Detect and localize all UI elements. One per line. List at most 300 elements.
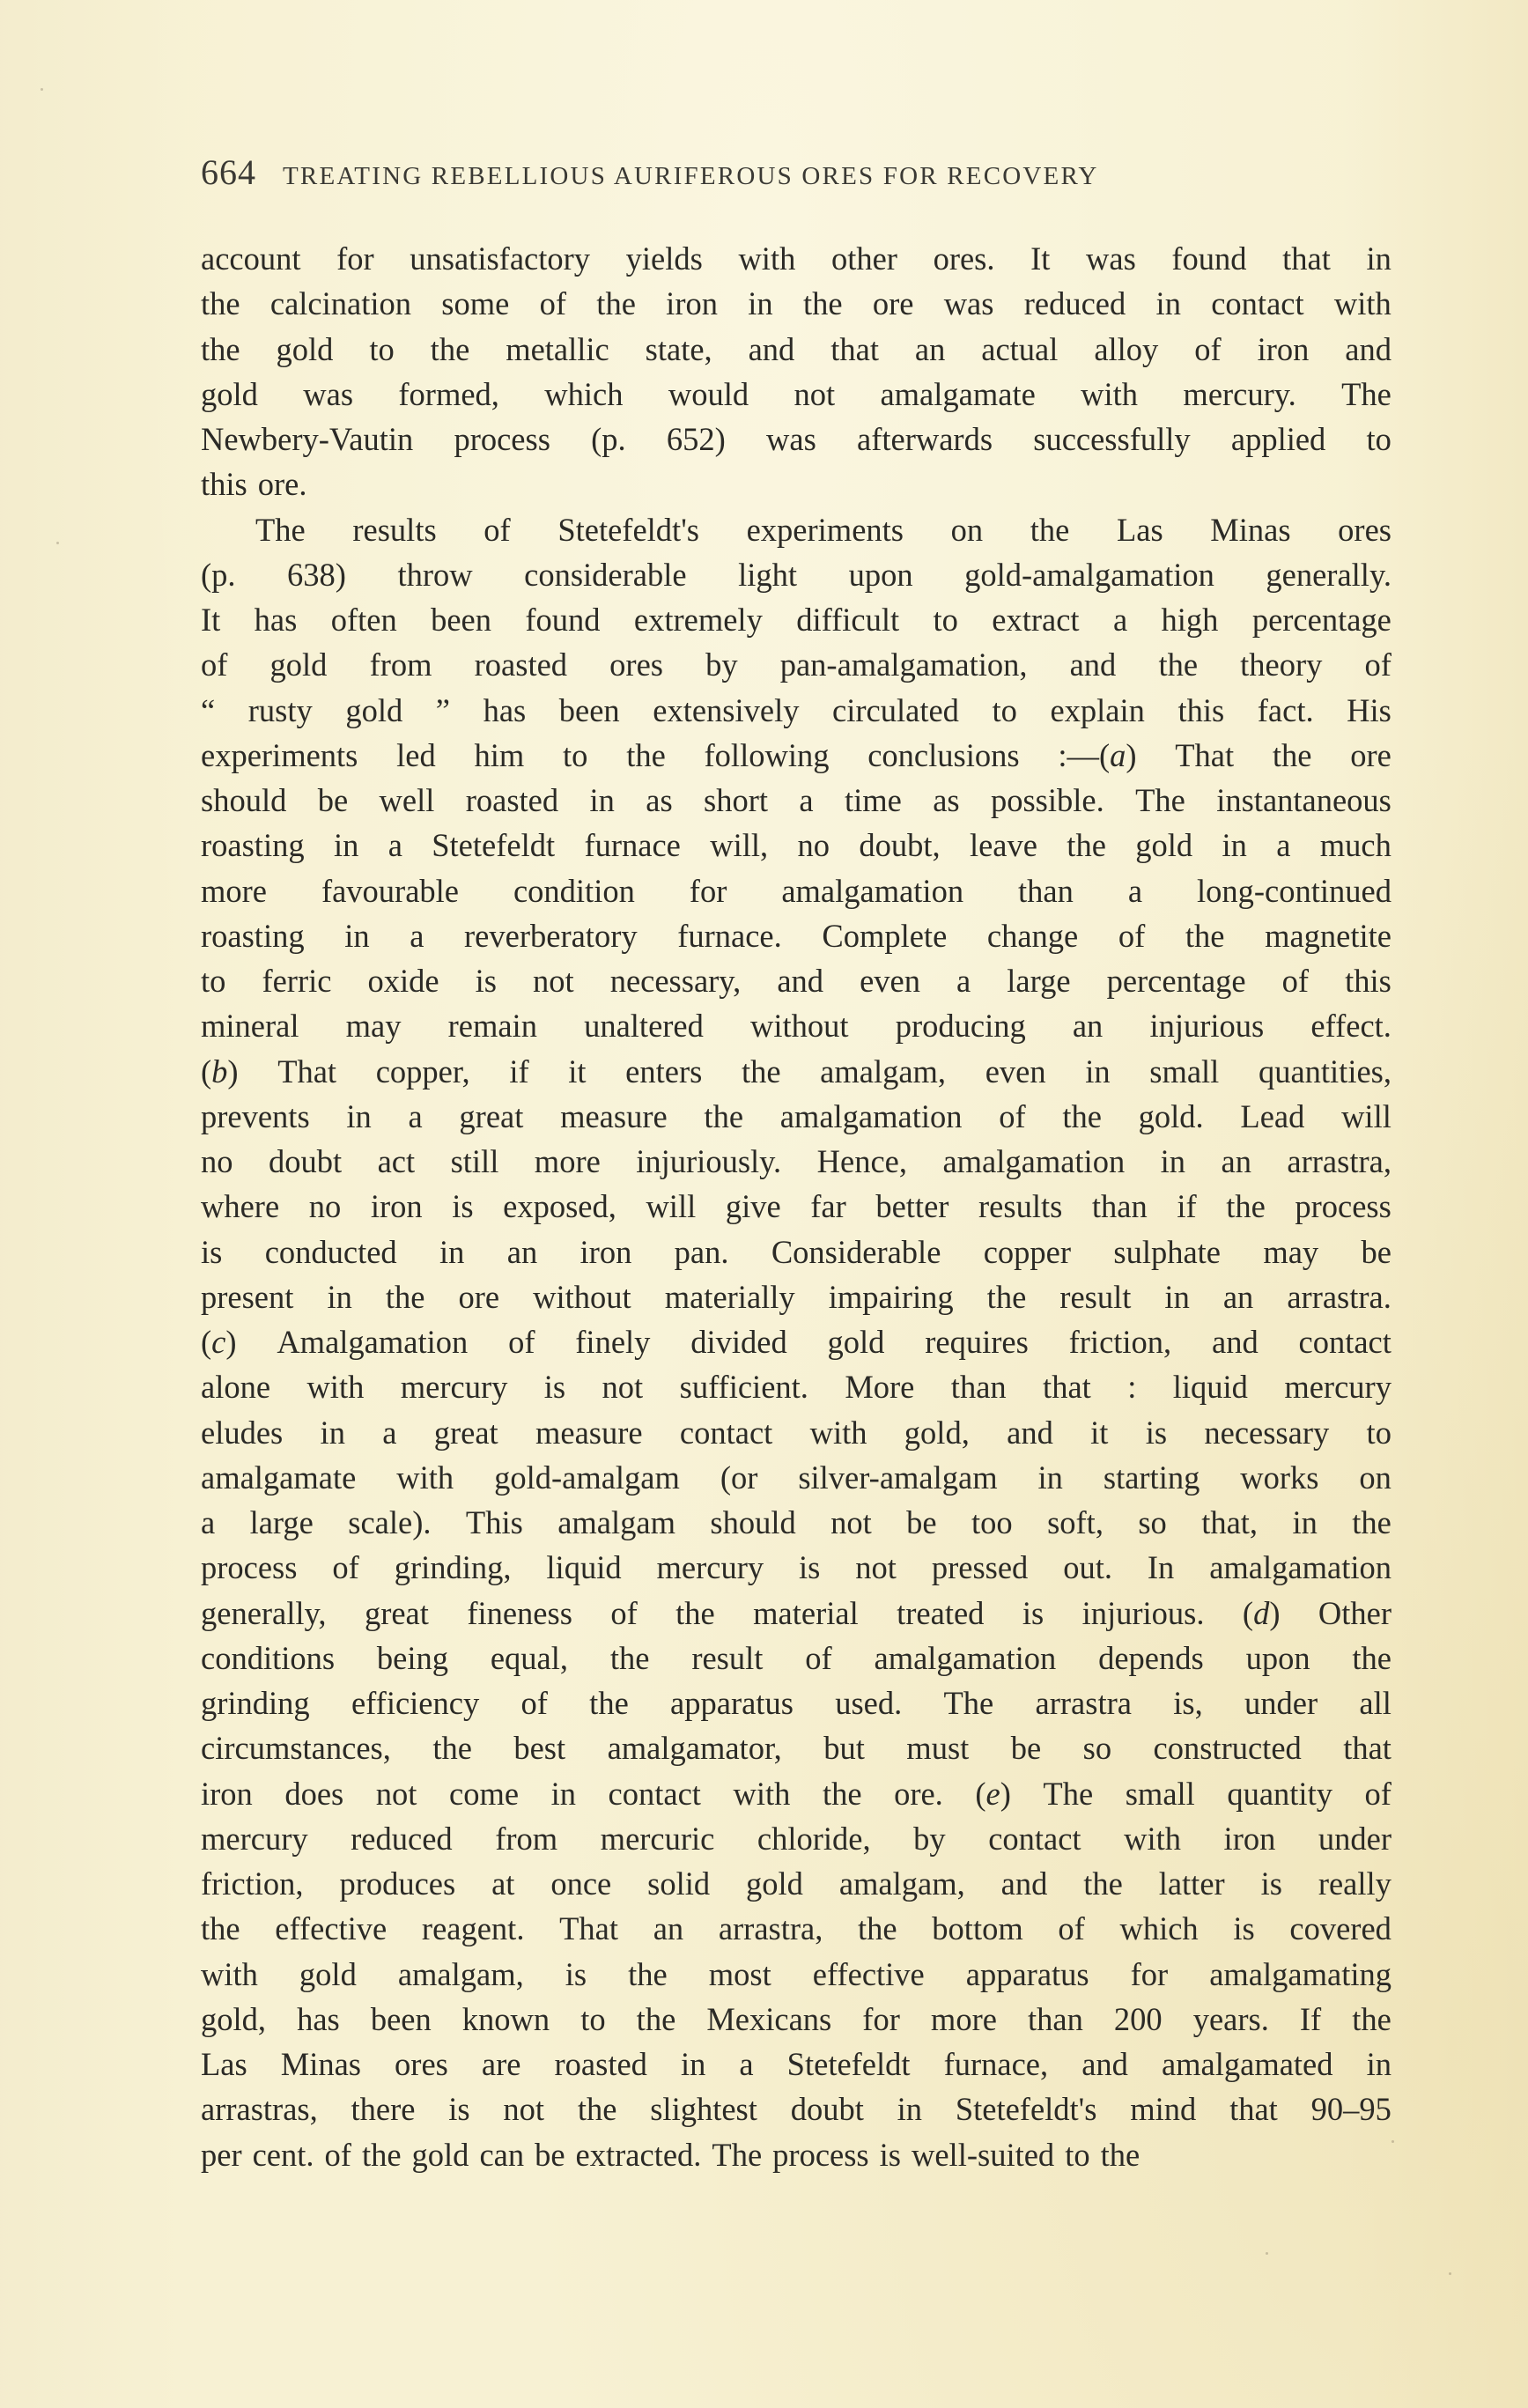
word: time xyxy=(844,782,902,818)
word: iron xyxy=(370,1188,423,1225)
word: state, xyxy=(645,330,712,367)
word: is xyxy=(565,1955,587,1992)
word: the xyxy=(1185,917,1225,954)
word: can xyxy=(479,2136,525,2173)
word: in xyxy=(320,1414,345,1451)
text-line xyxy=(201,236,1391,281)
word: once xyxy=(550,1865,612,1902)
word: for xyxy=(336,240,374,277)
word: liquid xyxy=(546,1549,622,1586)
word: without xyxy=(533,1278,631,1315)
word: mercury xyxy=(1284,1369,1391,1406)
running-head-title: TREATING REBELLIOUS AURIFEROUS ORES FOR RECOVERY xyxy=(283,162,1099,190)
word: furnace xyxy=(584,827,681,864)
word: oxide xyxy=(367,963,439,999)
word: In xyxy=(1147,1549,1175,1586)
word: friction, xyxy=(1068,1324,1172,1360)
word: The xyxy=(255,511,306,548)
paragraph-1 xyxy=(201,236,1391,507)
word: depends xyxy=(1098,1639,1204,1676)
word: all xyxy=(1359,1685,1391,1721)
word: mercury xyxy=(201,1820,308,1857)
word: ore xyxy=(872,285,914,322)
word: generally. xyxy=(1266,556,1391,593)
word: contact xyxy=(608,1775,701,1812)
word: iron xyxy=(201,1775,253,1812)
word: prevents xyxy=(201,1097,310,1134)
word: which xyxy=(544,375,624,412)
paper-speck xyxy=(1391,2140,1394,2143)
word: as xyxy=(933,782,960,818)
body-text xyxy=(201,236,1391,2177)
word: injurious. xyxy=(1081,1594,1205,1631)
text-line xyxy=(201,733,1391,778)
word: mineral xyxy=(201,1008,299,1045)
word: gold xyxy=(827,1324,885,1360)
word: but xyxy=(823,1730,865,1767)
word: an xyxy=(1072,1008,1104,1045)
word: apparatus xyxy=(965,1955,1089,1992)
word: is xyxy=(879,2136,901,2173)
word: mercuric xyxy=(600,1820,715,1857)
word: injuriously. xyxy=(636,1143,782,1179)
word: condition xyxy=(513,872,635,909)
word: : xyxy=(1127,1369,1137,1406)
word: small xyxy=(1149,1053,1220,1090)
word: gold. xyxy=(1138,1097,1204,1134)
word: ” xyxy=(435,691,450,728)
word: most xyxy=(708,1955,771,1992)
paper-speck xyxy=(1449,2272,1451,2275)
word: contact xyxy=(1211,285,1304,322)
word: of xyxy=(1194,330,1222,367)
word: great xyxy=(459,1097,524,1134)
word: gold xyxy=(411,2136,469,2173)
word: Stetefeldt's xyxy=(557,511,699,548)
word: sulphate xyxy=(1113,1233,1222,1270)
word: has xyxy=(483,691,527,728)
word: is xyxy=(1022,1594,1045,1631)
word: roasted xyxy=(554,2046,647,2082)
word: amalgamated xyxy=(1161,2046,1333,2082)
word: much xyxy=(1319,827,1391,864)
word: ferric xyxy=(262,963,332,999)
word: upon xyxy=(848,556,913,593)
word: him xyxy=(474,736,525,773)
word: would xyxy=(668,375,749,412)
word: by xyxy=(913,1820,946,1857)
word: Stetefeldt's xyxy=(955,2091,1097,2128)
word: alloy xyxy=(1094,330,1159,367)
word: to xyxy=(563,736,588,773)
word: of xyxy=(1364,1775,1391,1812)
word: in xyxy=(1292,1504,1318,1540)
word: instantaneous xyxy=(1216,782,1391,818)
text-line xyxy=(201,462,1391,506)
word: is, xyxy=(1173,1685,1203,1721)
word: alone xyxy=(201,1369,271,1406)
word: the xyxy=(858,1910,897,1947)
word: starting xyxy=(1103,1459,1200,1496)
word: extensively xyxy=(653,691,800,728)
word: amalgamate xyxy=(880,375,1036,412)
paper-speck xyxy=(56,542,59,544)
word: from xyxy=(369,646,432,683)
word: percentage xyxy=(1251,602,1391,638)
word: well-suited xyxy=(912,2136,1055,2173)
word: than xyxy=(1091,1188,1148,1225)
word: in xyxy=(439,1233,465,1270)
word: latter xyxy=(1158,1865,1225,1902)
word: with xyxy=(1081,375,1139,412)
word: to xyxy=(1366,1414,1391,1451)
text-line xyxy=(201,1591,1391,1636)
text-line xyxy=(201,1906,1391,1951)
word: amalgamation xyxy=(779,1097,963,1134)
word: and xyxy=(1345,330,1391,367)
word: efficiency xyxy=(351,1685,480,1721)
word: Considerable xyxy=(771,1233,941,1270)
word: (b) xyxy=(201,1053,239,1090)
word: should xyxy=(201,782,287,818)
word: is xyxy=(799,1549,821,1586)
word: no xyxy=(308,1188,342,1225)
word: conclusions xyxy=(867,736,1020,773)
word: the xyxy=(741,1053,781,1090)
word: arrastra, xyxy=(1287,1143,1391,1179)
text-line xyxy=(201,1139,1391,1184)
word: effective xyxy=(812,1955,925,1992)
word: a xyxy=(388,827,402,864)
word: ore xyxy=(458,1278,500,1315)
word: that, xyxy=(1201,1504,1259,1540)
word: silver-amalgam xyxy=(798,1459,998,1496)
word: the xyxy=(361,2136,402,2173)
word: no xyxy=(201,1143,233,1179)
word: in xyxy=(1366,240,1391,277)
word: ore. xyxy=(894,1775,943,1812)
word: unaltered xyxy=(584,1008,704,1045)
word: fineness xyxy=(467,1594,572,1631)
word: (or xyxy=(720,1459,758,1496)
word: arrastra xyxy=(1035,1685,1132,1721)
word: to xyxy=(369,330,395,367)
word: of xyxy=(508,1324,535,1360)
word: act xyxy=(377,1143,416,1179)
word: of xyxy=(483,511,511,548)
word: iron xyxy=(666,285,718,322)
word: not xyxy=(375,1775,417,1812)
word: covered xyxy=(1289,1910,1391,1947)
word: necessary xyxy=(1204,1414,1330,1451)
word: with xyxy=(809,1414,867,1451)
word: amalgamator, xyxy=(607,1730,782,1767)
word: the xyxy=(385,1278,425,1315)
word: some xyxy=(441,285,510,322)
word: been xyxy=(370,2000,432,2037)
word: enters xyxy=(625,1053,703,1090)
word: so xyxy=(1138,1504,1167,1540)
word: if xyxy=(509,1053,529,1090)
word: of xyxy=(332,1549,359,1586)
word: by xyxy=(705,646,738,683)
word: circulated xyxy=(832,691,959,728)
word: is xyxy=(452,1188,474,1225)
word: in xyxy=(1155,285,1181,322)
word: finely xyxy=(575,1324,651,1360)
word: and xyxy=(748,330,795,367)
word: process xyxy=(1295,1188,1391,1225)
word: doubt xyxy=(268,1143,343,1179)
word: that xyxy=(1229,2091,1278,2128)
word: the xyxy=(626,736,666,773)
text-line xyxy=(201,778,1391,823)
paper-speck xyxy=(41,88,43,91)
word: Minas xyxy=(1210,511,1291,548)
word: considerable xyxy=(524,556,687,593)
word: Stetefeldt xyxy=(432,827,556,864)
word: process xyxy=(454,421,550,457)
word: to xyxy=(933,602,958,638)
word: (d) xyxy=(1242,1594,1281,1631)
word: favourable xyxy=(321,872,460,909)
word: ores xyxy=(395,2046,448,2082)
word: with xyxy=(396,1459,454,1496)
word: results xyxy=(978,1188,1063,1225)
text-line xyxy=(201,552,1391,597)
word: and xyxy=(777,963,824,999)
word: gold xyxy=(1135,827,1193,864)
text-line xyxy=(201,372,1391,417)
word: Other xyxy=(1318,1594,1391,1631)
word: ore xyxy=(1350,736,1391,773)
word: grinding, xyxy=(394,1549,512,1586)
word: than xyxy=(1018,872,1074,909)
word: It xyxy=(201,602,221,638)
text-line xyxy=(201,1725,1391,1770)
word: extremely xyxy=(633,602,763,638)
word: with xyxy=(201,1955,258,1992)
word: friction, xyxy=(201,1865,304,1902)
word: gold, xyxy=(904,1414,970,1451)
word: the xyxy=(704,1097,744,1134)
word: be xyxy=(1361,1233,1391,1270)
word: amalgam, xyxy=(820,1053,947,1090)
word: will xyxy=(1341,1097,1391,1134)
word: ores xyxy=(1338,511,1391,548)
word: The xyxy=(1135,782,1185,818)
word: that xyxy=(1043,1369,1091,1406)
text-line xyxy=(201,1500,1391,1545)
word: and xyxy=(1000,1865,1048,1902)
word: with xyxy=(306,1369,365,1406)
word: and xyxy=(1007,1414,1053,1451)
word: been xyxy=(431,602,491,638)
word: large xyxy=(249,1504,314,1540)
word: for xyxy=(1130,1955,1169,1992)
word: other xyxy=(830,240,897,277)
word: arrastra, xyxy=(718,1910,823,1947)
word: present xyxy=(201,1278,294,1315)
word: Lead xyxy=(1240,1097,1305,1134)
word: Las xyxy=(1116,511,1163,548)
word: following xyxy=(704,736,830,773)
word: being xyxy=(376,1639,449,1676)
word: per xyxy=(201,2136,242,2173)
word: process xyxy=(201,1549,298,1586)
word: ores. xyxy=(933,240,995,277)
word: generally, xyxy=(201,1594,327,1631)
word: in xyxy=(333,827,359,864)
word: Las xyxy=(201,2046,247,2082)
word: a xyxy=(410,917,424,954)
word: gold xyxy=(345,691,403,728)
word: to xyxy=(201,963,226,999)
word: iron xyxy=(1223,1820,1276,1857)
word: of xyxy=(1058,1910,1085,1947)
word: actual xyxy=(981,330,1059,367)
word: long-continued xyxy=(1196,872,1391,909)
word: 200 xyxy=(1113,2000,1163,2037)
word: the xyxy=(609,1639,650,1676)
text-line xyxy=(201,1003,1391,1048)
text-line xyxy=(201,1997,1391,2042)
word: the xyxy=(636,2000,676,2037)
word: in xyxy=(344,917,370,954)
word: the xyxy=(628,1955,668,1992)
word: materially xyxy=(664,1278,795,1315)
word: soft, xyxy=(1047,1504,1104,1540)
word: amalgam, xyxy=(397,1955,524,1992)
word: iron xyxy=(1257,330,1310,367)
word: of xyxy=(520,1685,548,1721)
word: does xyxy=(284,1775,344,1812)
word: more xyxy=(201,872,267,909)
word: without xyxy=(750,1008,849,1045)
word: :—(a) xyxy=(1058,736,1137,773)
word: experiments xyxy=(201,736,358,773)
word: a xyxy=(799,782,814,818)
word: has xyxy=(254,602,298,638)
word: scale). xyxy=(348,1504,432,1540)
running-head xyxy=(201,151,1399,196)
word: this xyxy=(1345,963,1391,999)
text-line xyxy=(201,868,1391,913)
text-line xyxy=(201,1680,1391,1725)
word: an xyxy=(1221,1143,1251,1179)
word: has xyxy=(297,2000,340,2037)
word: The xyxy=(1043,1775,1094,1812)
word: is xyxy=(1233,1910,1255,1947)
word: doubt xyxy=(790,2091,864,2128)
word: rusty xyxy=(247,691,313,728)
word: years. xyxy=(1192,2000,1269,2037)
word: gold-amalgam xyxy=(494,1459,680,1496)
word: 638) xyxy=(287,556,346,593)
word: extract xyxy=(992,602,1080,638)
word: amalgamation xyxy=(942,1143,1126,1179)
word: result xyxy=(1059,1278,1132,1315)
text-line xyxy=(201,2042,1391,2087)
word: known xyxy=(461,2000,550,2037)
word: of xyxy=(1281,963,1310,999)
word: “ xyxy=(201,691,216,728)
word: That xyxy=(1175,736,1235,773)
word: was xyxy=(766,421,816,457)
word: too xyxy=(971,1504,1013,1540)
word: be xyxy=(535,2136,565,2173)
word: a xyxy=(201,1504,216,1540)
word: More xyxy=(845,1369,915,1406)
word: of xyxy=(539,285,567,322)
word: roasting xyxy=(201,827,305,864)
word: reduced xyxy=(351,1820,453,1857)
word: The xyxy=(943,1685,994,1721)
word: pan-amalgamation, xyxy=(779,646,1028,683)
word: great xyxy=(433,1414,498,1451)
word: on xyxy=(1359,1459,1391,1496)
text-line xyxy=(201,417,1391,462)
word: than xyxy=(1027,2000,1083,2037)
word: the xyxy=(201,285,240,322)
word: of xyxy=(805,1639,832,1676)
word: short xyxy=(704,782,769,818)
word: an xyxy=(1222,1278,1254,1315)
word: not xyxy=(503,2091,545,2128)
word: the xyxy=(201,330,240,367)
word: amalgamation xyxy=(781,872,964,909)
word: to xyxy=(992,691,1017,728)
text-line xyxy=(201,597,1391,642)
word: large xyxy=(1007,963,1071,999)
word: the xyxy=(432,1730,472,1767)
paragraph-2 xyxy=(201,507,1391,2177)
word: used. xyxy=(835,1685,903,1721)
word: in xyxy=(1037,1459,1063,1496)
word: amalgamation xyxy=(874,1639,1057,1676)
word: light xyxy=(738,556,798,593)
word: in xyxy=(327,1278,352,1315)
word: found xyxy=(1171,240,1247,277)
word: bottom xyxy=(932,1910,1023,1947)
text-line xyxy=(201,2132,1391,2177)
word: (p. xyxy=(591,421,626,457)
word: an xyxy=(914,330,946,367)
word: of xyxy=(1364,646,1391,683)
word: producing xyxy=(895,1008,1026,1045)
text-line xyxy=(201,958,1391,1003)
word: pressed xyxy=(931,1549,1029,1586)
word: amalgamating xyxy=(1209,1955,1391,1992)
word: pan. xyxy=(674,1233,729,1270)
word: produces xyxy=(339,1865,456,1902)
word: gold xyxy=(746,1865,803,1902)
word: the xyxy=(1100,2136,1140,2173)
text-line xyxy=(201,913,1391,958)
word: quantities, xyxy=(1258,1053,1391,1090)
word: injurious xyxy=(1149,1008,1265,1045)
word: may xyxy=(1263,1233,1319,1270)
word: in xyxy=(897,2091,923,2128)
word: will xyxy=(646,1188,697,1225)
word: roasting xyxy=(201,917,305,954)
word: the xyxy=(1030,511,1070,548)
word: leave xyxy=(969,827,1037,864)
word: fact. xyxy=(1257,691,1314,728)
word: conducted xyxy=(264,1233,397,1270)
word: cent. xyxy=(252,2136,314,2173)
word: was xyxy=(303,375,354,412)
